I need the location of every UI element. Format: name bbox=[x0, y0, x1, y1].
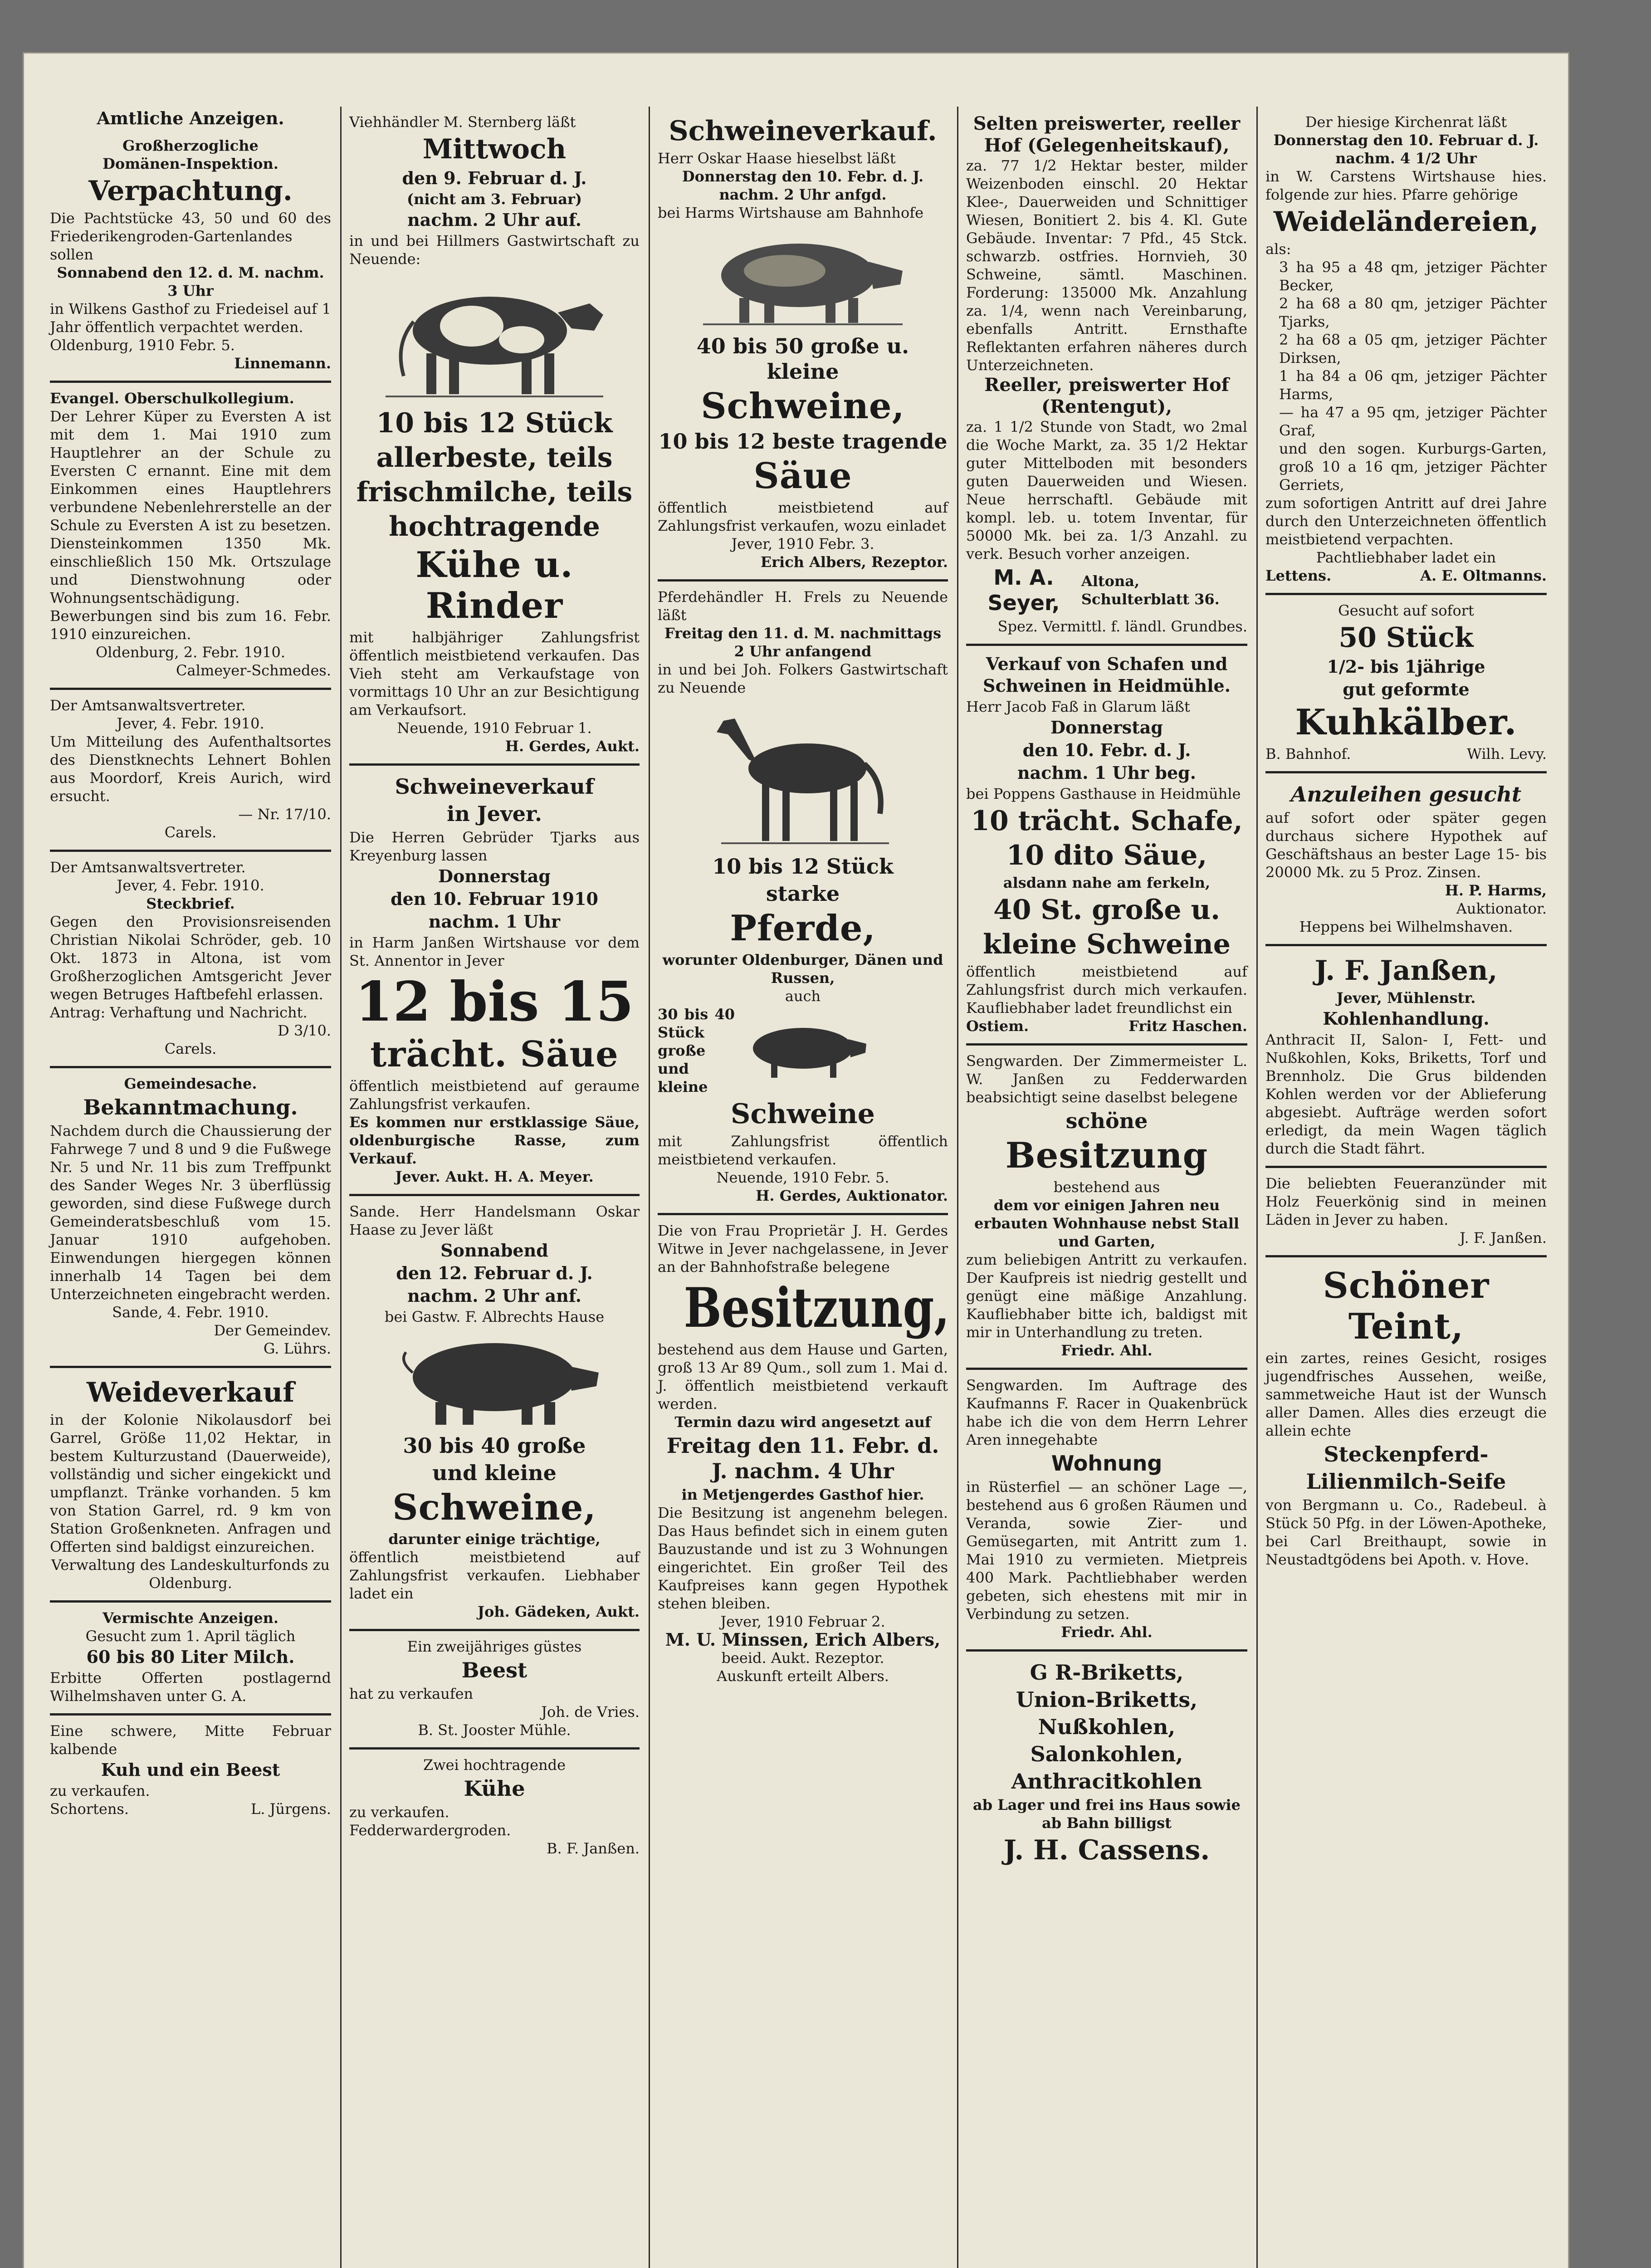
ad-text: Herr Jacob Faß in Glarum läßt bbox=[966, 698, 1190, 715]
ad-place: Neuende, 1910 Februar 1. bbox=[397, 719, 592, 737]
ad-title: Schweineverkauf bbox=[395, 774, 594, 799]
ad-place: Oldenburg, 1910 Febr. 5. bbox=[50, 337, 235, 354]
ad-text: mit Zahlungsfrist öffentlich meistbietend verkaufen. bbox=[658, 1133, 948, 1168]
ad-place: Heppens bei Wilhelmshaven. bbox=[1299, 918, 1513, 935]
ad-signature: Wilh. Levy. bbox=[1466, 745, 1547, 763]
ad-line: Union-Briketts, bbox=[1016, 1687, 1198, 1712]
ad-date: Donnerstag den 10. Februar d. J. nachm. 4 1/2 Uhr bbox=[1273, 132, 1539, 167]
ad-schafe-schweine bbox=[966, 646, 1247, 1046]
ad-text: ein zartes, reines Gesicht, rosiges jugendfrisches Aussehen, weiße, sammetweiche Haut ist der Wunsch aller Damen. Alles dies erzeugt die allein echte bbox=[1265, 1349, 1547, 1439]
ad-text: öffentlich meistbietend auf Zahlungsfrist durch mich verkaufen. Kaufliebhaber ladet freundlichst ein bbox=[966, 963, 1247, 1017]
ad-head: Der Amtsanwaltsvertreter. bbox=[50, 697, 246, 714]
ad-kuh bbox=[50, 1716, 331, 1826]
ad-steckbrief bbox=[50, 852, 331, 1068]
ad-besitzung-janssen bbox=[966, 1046, 1247, 1370]
ad-text: Gegen den Provisionsreisenden Christian Nikolai Schröder, geb. 10 Okt. 1873 in Altona, ist vom Großherzoglichen Amtsgericht Jever wegen Betruges Haftbefehl erlassen. bbox=[50, 913, 331, 1003]
ad-location: in Metjengerdes Gasthof hier. bbox=[681, 1486, 924, 1503]
pig-illustration bbox=[694, 225, 912, 330]
ad-oberschulkollegium bbox=[50, 383, 331, 690]
ad-text: 30 bis 40 Stück große und kleine bbox=[658, 1006, 735, 1095]
ad-text: Der Lehrer Küper zu Eversten A ist mit dem 1. Mai 1910 zum Hauptlehrer an der Schule zu Eversten C ernannt. Eine mit dem Einkommen eines Hauptlehrers verbundene Nebenlehrerstelle an der Schule zu Eversten A ist zu besetzen. Diensteinkommen 1350 Mk. einschließlich 150 Mk. Ortszulage und Dienstwohnung oder Wohnungsentschädigung. Bewerbungen sind bis zum 16. Febr. 1910 einzureichen. bbox=[50, 408, 331, 643]
ad-text: mit halbjähriger Zahlungsfrist öffentlich meistbietend verkaufen. Das Vieh steht am Verkaufstage von vormittags 10 Uhr an zur Besichtigung am Verkaufsort. bbox=[349, 629, 640, 719]
ad-feuerkoenig bbox=[1265, 1168, 1547, 1257]
ad-line: und kleine bbox=[432, 1461, 557, 1485]
ad-line: alsdann nahe am ferkeln, bbox=[1003, 874, 1211, 891]
ad-signature: A. E. Oltmanns. bbox=[1420, 567, 1547, 584]
ad-date: den 10. Febr. d. J. bbox=[1022, 740, 1191, 760]
ad-text: zum beliebigen Antritt zu verkaufen. Der Kaufpreis ist niedrig gestellt und genügt eine mäßige Anzahlung. Kaufliebhaber bitte ich, baldigst mit mir in Unterhandlung zu treten. bbox=[966, 1251, 1247, 1341]
ad-line: Anthracitkohlen bbox=[1011, 1769, 1202, 1794]
ad-title: Besitzung, bbox=[684, 1276, 950, 1340]
ad-janssen-kohlen bbox=[1265, 946, 1547, 1168]
ad-text: Termin dazu wird angesetzt auf bbox=[674, 1413, 931, 1431]
ad-title: Weideländereien, bbox=[1273, 206, 1539, 238]
section-heading: Amtliche Anzeigen. bbox=[97, 108, 284, 128]
ad-line: starke bbox=[766, 881, 840, 906]
ad-signature: H. Gerdes, Aukt. bbox=[505, 738, 640, 755]
ad-text: Erbitte Offerten postlagernd Wilhelmshaven unter G. A. bbox=[50, 1669, 331, 1705]
ad-date: den 10. Februar 1910 bbox=[391, 889, 598, 909]
ad-place: Oldenburg, 2. Febr. 1910. bbox=[95, 644, 286, 661]
ad-schweine-sande bbox=[349, 1196, 640, 1631]
ad-title: Verpachtung. bbox=[88, 175, 293, 207]
ad-title: Kühe bbox=[464, 1776, 525, 1801]
ad-signature: Auktionator. bbox=[1456, 900, 1547, 917]
ad-address: Spez. Vermittl. f. ländl. Grundbes. bbox=[997, 618, 1247, 635]
ad-kuehe-rinder bbox=[349, 107, 640, 766]
ad-number: — Nr. 17/10. bbox=[238, 806, 331, 823]
ad-text: za. 1 1/2 Stunde von Stadt, wo 2mal die Woche Markt, za. 35 1/2 Hektar guter Mittelboden mit besonders guten Dauerweiden und Wiesen. Neue herrschaftl. Gebäude mit kompl. leb. u. totem Inventar, für 50000 Mk. bei za. 1/3 Anzahl. zu verk. Besuch vorher anzeigen. bbox=[966, 418, 1247, 562]
ad-line: Großherzogliche bbox=[122, 137, 259, 154]
ad-title: Wohnung bbox=[1051, 1451, 1163, 1476]
ad-title: Bekanntmachung. bbox=[83, 1095, 298, 1119]
ad-text: Sengwarden. Der Zimmermeister L. W. Janßen zu Fedderwarden beabsichtigt seine daselbst belegene bbox=[966, 1052, 1247, 1106]
ad-text: hat zu verkaufen bbox=[349, 1685, 474, 1702]
ad-signature: Erich Albers, Rezeptor. bbox=[760, 553, 948, 571]
ad-place: Fedderwardergroden. bbox=[349, 1822, 511, 1839]
list-item: 1 ha 84 a 06 qm, jetziger Pächter Harms, bbox=[1279, 367, 1547, 403]
ad-schweineverkauf-jever bbox=[349, 766, 640, 1196]
ad-title: in Jever. bbox=[447, 802, 542, 826]
ad-line: kleine Schweine bbox=[983, 929, 1231, 960]
ad-place: B. Bahnhof. bbox=[1265, 745, 1351, 763]
ad-text: in Rüsterfiel — an schöner Lage —, bestehend aus 6 großen Räumen und Veranda, sowie Zier- und Gemüsegarten, mit Antritt zum 1. Mai 1910 zu vermieten. Mietpreis 400 Mark. Pachtliebhaber werden gebeten, sich ehestens mit mir in Verbindung zu setzen. bbox=[966, 1478, 1247, 1623]
ad-signature: B. F. Janßen. bbox=[546, 1840, 640, 1857]
ad-besitzung-gerdes bbox=[658, 1215, 948, 1693]
ad-text: Die beliebten Feueranzünder mit Holz Feuerkönig sind in meinen Läden in Jever zu haben. bbox=[1265, 1175, 1547, 1228]
ad-text: als: bbox=[1265, 240, 1291, 258]
ad-place: Jever, 1910 Febr. 3. bbox=[731, 535, 874, 552]
ad-signature: J. H. Cassens. bbox=[1003, 1834, 1210, 1866]
ad-pferde bbox=[658, 582, 948, 1215]
ad-title: Kuh und ein Beest bbox=[101, 1760, 280, 1780]
ad-lilienmilch-seife bbox=[1265, 1257, 1547, 1577]
ad-day: Mittwoch bbox=[422, 133, 567, 165]
ad-line: G R-Briketts, bbox=[1030, 1660, 1184, 1685]
ad-text: Auskunft erteilt Albers. bbox=[717, 1667, 889, 1685]
ad-text: Die Pachtstücke 43, 50 und 60 des Friederikengroden-Gartenlandes sollen bbox=[50, 210, 331, 263]
ad-count: 30 bis 40 große bbox=[403, 1433, 586, 1458]
ad-title: Selten preiswerter, reeller Hof (Gelegenheitskauf), bbox=[973, 113, 1241, 156]
ad-place: Jever, 4. Febr. 1910. bbox=[117, 715, 264, 732]
ad-date: den 12. Februar d. J. bbox=[396, 1263, 593, 1283]
ad-text: von Bergmann u. Co., Radebeul. à Stück 50 Pfg. in der Löwen-Apotheke, bei Carl Breithaupt, sowie in Neustadtgödens bei Apoth. v. Hove. bbox=[1265, 1496, 1547, 1568]
ad-line: 40 St. große u. bbox=[993, 894, 1220, 926]
column-1 bbox=[41, 107, 340, 2268]
ad-title: Besitzung bbox=[1005, 1135, 1208, 1176]
ad-signature: Friedr. Ahl. bbox=[1061, 1342, 1153, 1359]
ad-signature: H. P. Harms, bbox=[1445, 882, 1547, 899]
ad-cassens-kohlen bbox=[966, 1652, 1247, 1877]
ad-title: Säue bbox=[753, 455, 852, 497]
ad-text: dem vor einigen Jahren neu erbauten Wohnhause nebst Stall und Garten, bbox=[974, 1197, 1239, 1250]
ad-signature: Der Gemeindev. bbox=[214, 1322, 331, 1339]
ad-location: in Harm Janßen Wirtshause vor dem St. Annentor in Jever bbox=[349, 934, 640, 969]
ad-text: Ein zweijähriges güstes bbox=[407, 1638, 582, 1655]
ad-signature: L. Jürgens. bbox=[251, 1800, 331, 1818]
ad-text: Herr Oskar Haase hieselbst läßt bbox=[658, 150, 896, 167]
ad-signature: G. Lührs. bbox=[263, 1340, 331, 1357]
ad-text: Der hiesige Kirchenrat läßt bbox=[1305, 113, 1507, 131]
ad-signature: Joh. Gädeken, Aukt. bbox=[477, 1603, 640, 1620]
ad-title: Anzuleihen gesucht bbox=[1290, 782, 1522, 807]
ad-title: Beest bbox=[461, 1658, 528, 1682]
ad-title: Schweineverkauf. bbox=[669, 115, 937, 147]
ad-head: Evangel. Oberschulkollegium. bbox=[50, 390, 294, 407]
ad-line: gut geformte bbox=[1343, 679, 1470, 699]
ad-place: B. St. Jooster Mühle. bbox=[418, 1721, 571, 1739]
ad-line: schöne bbox=[1065, 1109, 1148, 1133]
ad-title: Pferde, bbox=[730, 908, 876, 949]
ad-line: worunter Oldenburger, Dänen und Russen, bbox=[662, 951, 943, 987]
ad-date: Freitag den 11. Febr. d. J. nachm. 4 Uhr bbox=[666, 1433, 939, 1483]
ad-text: Anthracit II, Salon- I, Fett- und Nußkohlen, Koks, Briketts, Torf und Brennholz. Die Grus bildenden Kohlen werden vor der Ablieferung abgesiebt. Aufträge werden sofort erledigt, da mein Wagen täglich durch die Stadt fährt. bbox=[1265, 1031, 1547, 1157]
ad-text: Um Mitteilung des Aufenthaltsortes des Dienstknechts Lehnert Bohlen aus Moordorf, Kreis Aurich, wird ersucht. bbox=[50, 733, 331, 805]
ad-number: D 3/10. bbox=[278, 1022, 331, 1039]
ad-title: Weideverkauf bbox=[86, 1377, 295, 1408]
ad-head: Der Amtsanwaltsvertreter. bbox=[50, 859, 246, 876]
ad-wohnung bbox=[966, 1370, 1247, 1652]
list-item: 2 ha 68 a 80 qm, jetziger Pächter Tjarks, bbox=[1279, 295, 1547, 330]
ad-line: Lilienmilch-Seife bbox=[1306, 1469, 1506, 1494]
ad-place: Jever, 4. Febr. 1910. bbox=[117, 877, 264, 894]
ad-title: Schweine bbox=[731, 1098, 875, 1130]
ad-line: Nußkohlen, bbox=[1038, 1715, 1176, 1739]
ad-anzuleihen bbox=[1265, 773, 1547, 946]
ad-date: Sonnabend den 12. d. M. nachm. 3 Uhr bbox=[57, 264, 324, 299]
ad-text: öffentlich meistbietend auf Zahlungsfrist verkaufen, wozu einladet bbox=[658, 499, 948, 534]
ad-title: trächt. Säue bbox=[370, 1034, 619, 1075]
ad-schweineverkauf-haase bbox=[658, 107, 948, 582]
ad-text: ab Lager und frei ins Haus sowie ab Bahn billigst bbox=[973, 1796, 1241, 1832]
ad-weidelaendereien bbox=[1265, 107, 1547, 595]
ad-signature: Verwaltung des Landeskulturfonds zu Oldenburg. bbox=[51, 1556, 330, 1592]
ad-text: Gesucht zum 1. April täglich bbox=[85, 1628, 296, 1645]
ad-text: Nachdem durch die Chaussierung der Fahrwege 7 und 8 und 9 die Fußwege Nr. 5 und Nr. 11 bis zum Treffpunkt des Sander Weges Nr. 3 überflüssig geworden, sind diese Fußwege durch Gemeinderatsbeschluß vom 15. Januar 1910 aufgehoben. Einwendungen hiergegen können innerhalb 14 Tagen bei dem Unterzeichneten eingebracht werden. bbox=[50, 1122, 331, 1303]
ad-title: Reeller, preiswerter Hof (Rentengut), bbox=[984, 374, 1229, 417]
ad-line: Salonkohlen, bbox=[1030, 1742, 1183, 1766]
ad-kuhkaelber bbox=[1265, 595, 1547, 773]
pig-illustration bbox=[386, 1330, 603, 1429]
ad-signature: Jever. Aukt. H. A. Meyer. bbox=[395, 1168, 594, 1185]
ad-head: Vermischte Anzeigen. bbox=[102, 1609, 279, 1627]
ad-text: in Wilkens Gasthof zu Friedeisel auf 1 Jahr öffentlich verpachtet werden. bbox=[50, 300, 331, 336]
ad-time: nachm. 1 Uhr bbox=[428, 911, 561, 932]
ad-line: hochtragende bbox=[389, 511, 600, 543]
ad-time: nachm. 1 Uhr beg. bbox=[1017, 763, 1196, 783]
ad-subtitle: Kohlenhandlung. bbox=[1323, 1008, 1490, 1029]
ad-note: (nicht am 3. Februar) bbox=[406, 191, 582, 208]
ad-signature: Calmeyer-Schmedes. bbox=[176, 662, 331, 679]
ad-text: öffentlich meistbietend auf geraume Zahlungsfrist verkaufen. bbox=[349, 1077, 640, 1113]
list-item: 3 ha 95 a 48 qm, jetziger Pächter Becker, bbox=[1279, 259, 1547, 294]
column-4 bbox=[957, 107, 1256, 2268]
ad-date: Freitag den 11. d. M. nachmittags 2 Uhr anfangend bbox=[664, 625, 942, 660]
ad-signature: Joh. de Vries. bbox=[541, 1703, 640, 1721]
list-item: — ha 47 a 95 qm, jetziger Pächter Graf, bbox=[1279, 404, 1547, 439]
ad-text: Die Herren Gebrüder Tjarks aus Kreyenburg lassen bbox=[349, 829, 640, 864]
ad-text: auf sofort oder später gegen durchaus sichere Hypothek auf Geschäftshaus an bester Lage 15- bis 20000 Mk. zu 5 Proz. Zinsen. bbox=[1265, 809, 1547, 881]
ad-kuehe bbox=[349, 1750, 640, 1866]
ad-time: nachm. 2 Uhr auf. bbox=[407, 210, 581, 230]
ad-place: Sande, 4. Febr. 1910. bbox=[112, 1304, 269, 1321]
ad-address: Altona, Schulterblatt 36. bbox=[1081, 572, 1220, 608]
ad-day: Sonnabend bbox=[440, 1240, 548, 1261]
ad-text: Die Besitzung ist angenehm belegen. Das Haus befindet sich in einem guten Bauzustande und ist zu 3 Wohnungen eingerichtet. Ein großer Teil des Kaufpreises kann gegen Hypothek stehen bleiben. bbox=[658, 1504, 948, 1612]
ad-line: frischmilche, teils bbox=[356, 476, 633, 508]
newspaper-page bbox=[23, 52, 1569, 2268]
ad-date: den 9. Februar d. J. bbox=[402, 168, 587, 188]
ad-count: 10 bis 12 Stück bbox=[712, 854, 894, 879]
ad-count: 10 bis 12 Stück bbox=[376, 407, 613, 439]
ad-text: in der Kolonie Nikolausdorf bei Garrel, Größe 11,02 Hektar, in bestem Kulturzustand (Dauerweide), vollständig und sicher eingekickt und umpflanzt. Tränke vorhanden. 5 km von Station Garrel, rd. 9 km von Station Großenkneten. Anfragen und Offerten sind baldigst einzureichen. bbox=[50, 1411, 331, 1555]
horse-illustration bbox=[708, 700, 898, 850]
ad-title: Schöner Teint, bbox=[1323, 1265, 1490, 1347]
column-2 bbox=[340, 107, 649, 2268]
side-block bbox=[658, 1005, 948, 1096]
ad-text: Viehhändler M. Sternberg läßt bbox=[349, 113, 576, 131]
ad-signature: Linnemann. bbox=[234, 355, 331, 372]
ad-place: Lettens. bbox=[1265, 567, 1332, 584]
ad-text: Gesucht auf sofort bbox=[1338, 602, 1474, 619]
ad-place: Jever, 1910 Februar 2. bbox=[720, 1613, 885, 1630]
ad-line: bestehend aus bbox=[1053, 1178, 1160, 1196]
ad-line: 10 dito Säue, bbox=[1006, 840, 1207, 871]
ad-title: Schweine, bbox=[701, 386, 905, 427]
ad-text: zu verkaufen. bbox=[349, 1804, 449, 1821]
ad-location: in und bei Joh. Folkers Gastwirtschaft zu Neuende bbox=[658, 661, 948, 696]
ad-text: öffentlich meistbietend auf Zahlungsfrist verkaufen. Liebhaber ladet ein bbox=[349, 1549, 640, 1602]
ad-text: Die von Frau Proprietär J. H. Gerdes Witwe in Jever nachgelassene, in Jever an der Bahnhofstraße belegene bbox=[658, 1222, 948, 1276]
ad-line: allerbeste, teils bbox=[376, 442, 613, 474]
ad-text: Sande. Herr Handelsmann Oskar Haase zu Jever läßt bbox=[349, 1203, 640, 1238]
ad-signature: M. U. Minssen, Erich Albers, bbox=[665, 1629, 941, 1650]
ad-signature: Carels. bbox=[164, 1040, 217, 1057]
ad-text: za. 77 1/2 Hektar bester, milder Weizenboden einschl. 20 Hektar Klee-, Dauerweiden und Schnittiger Wiesen, Bonitiert 2. bis 4. Kl. Gute Gebäude. Inventar: 7 Pfd., 45 Stck. schwarzb. ostfries. Hornvieh, 30 Schweine, sämtl. Maschinen. Forderung: 135000 Mk. Anzahlung za. 1/4, wenn nach Vereinbarung, ebenfalls Antritt. Ernsthafte Reflektanten erfahren näheres durch Unterzeichneten. bbox=[966, 157, 1247, 374]
ad-bekanntmachung bbox=[50, 1068, 331, 1368]
ad-text: bestehend aus dem Hause und Garten, groß 13 Ar 89 Qum., soll zum 1. Mai d. J. öffentlich meistbietend verkauft werden. bbox=[658, 1341, 948, 1413]
ad-text: Pachtliebhaber ladet ein bbox=[1316, 549, 1496, 566]
ad-signature: beeid. Aukt. Rezeptor. bbox=[721, 1649, 884, 1667]
ad-address: Jever, Mühlenstr. bbox=[1336, 989, 1476, 1007]
ad-text: zu verkaufen. bbox=[50, 1782, 150, 1799]
ad-place: Schortens. bbox=[50, 1800, 129, 1818]
ad-beest bbox=[349, 1631, 640, 1750]
column-5 bbox=[1256, 107, 1556, 2268]
ad-hof-seyer bbox=[966, 107, 1247, 646]
ad-line: 10 bis 12 beste tragende bbox=[658, 429, 948, 454]
cow-illustration bbox=[376, 272, 612, 403]
ad-title: Verkauf von Schafen und Schweinen in Heidmühle. bbox=[983, 654, 1231, 696]
ad-line: darunter einige trächtige, bbox=[388, 1530, 601, 1548]
ad-place: Ostiem. bbox=[966, 1017, 1029, 1035]
ad-time: nachm. 2 Uhr anf. bbox=[407, 1286, 581, 1306]
column-3 bbox=[649, 107, 957, 2268]
ad-day: Donnerstag bbox=[438, 866, 551, 886]
ad-line: auch bbox=[785, 987, 821, 1005]
pig-illustration bbox=[735, 1017, 871, 1085]
ad-text: zum sofortigen Antritt auf drei Jahre durch den Unterzeichneten öffentlich meistbietend verpachten. bbox=[1265, 494, 1547, 548]
ad-day: Donnerstag bbox=[1050, 717, 1163, 738]
ad-title: J. F. Janßen, bbox=[1314, 955, 1498, 987]
ad-count: 40 bis 50 große u. kleine bbox=[696, 334, 909, 384]
ad-amtsanwalt-1 bbox=[50, 690, 331, 852]
ad-line: Domänen-Inspektion. bbox=[103, 155, 278, 172]
ad-line: 1/2- bis 1jährige bbox=[1327, 656, 1485, 677]
ad-signature: H. Gerdes, Auktionator. bbox=[756, 1187, 948, 1204]
ad-place: Neuende, 1910 Febr. 5. bbox=[716, 1169, 889, 1186]
ad-text: Antrag: Verhaftung und Nachricht. bbox=[50, 1004, 308, 1021]
ad-text: Es kommen nur erstklassige Säue, oldenburgische Rasse, zum Verkauf. bbox=[349, 1114, 640, 1167]
ad-milch bbox=[50, 1603, 331, 1716]
ad-text: Sengwarden. Im Auftrage des Kaufmanns F. Racer in Quakenbrück habe ich die von dem Herrn Lehrer Aren innegehabte bbox=[966, 1377, 1247, 1448]
ad-title: 60 bis 80 Liter Milch. bbox=[86, 1647, 295, 1667]
ad-location: in W. Carstens Wirtshause hies. folgende zur hies. Pfarre gehörige bbox=[1265, 168, 1547, 203]
ad-title: Kühe u. Rinder bbox=[415, 544, 573, 626]
ad-location: in und bei Hillmers Gastwirtschaft zu Neuende: bbox=[349, 232, 640, 268]
ad-count: 50 Stück bbox=[1338, 622, 1474, 654]
ad-signature: J. F. Janßen. bbox=[1460, 1229, 1547, 1246]
ad-signature: Friedr. Ahl. bbox=[1061, 1623, 1153, 1641]
list-item: 2 ha 68 a 05 qm, jetziger Pächter Dirksen, bbox=[1279, 331, 1547, 367]
ad-line: Steckenpferd- bbox=[1324, 1442, 1489, 1466]
ad-location: bei Gastw. F. Albrechts Hause bbox=[384, 1308, 605, 1325]
ad-title: Kuhkälber. bbox=[1295, 702, 1517, 743]
ad-location: bei Harms Wirtshause am Bahnhofe bbox=[658, 204, 924, 221]
ad-count: 12 bis 15 bbox=[355, 970, 634, 1034]
ad-head: Gemeindesache. bbox=[124, 1075, 257, 1092]
ad-weideverkauf bbox=[50, 1368, 331, 1603]
ad-text: Pferdehändler H. Frels zu Neuende läßt bbox=[658, 588, 948, 624]
ad-location: bei Poppens Gasthause in Heidmühle bbox=[966, 785, 1241, 802]
ad-date: Donnerstag den 10. Febr. d. J. nachm. 2 Uhr anfgd. bbox=[682, 168, 924, 203]
ad-title: Steckbrief. bbox=[146, 895, 235, 912]
ad-signature: Fritz Haschen. bbox=[1128, 1017, 1247, 1035]
ad-title: Schweine, bbox=[392, 1487, 596, 1528]
ad-text: Eine schwere, Mitte Februar kalbende bbox=[50, 1722, 331, 1758]
ad-verpachtung bbox=[50, 130, 331, 383]
ad-text: Zwei hochtragende bbox=[423, 1756, 566, 1774]
list-item: und den sogen. Kurburgs-Garten, groß 10 a 16 qm, jetziger Pächter Gerriets, bbox=[1279, 440, 1547, 494]
parcel-list bbox=[1265, 258, 1547, 494]
ad-signature: M. A. Seyer, bbox=[987, 565, 1060, 615]
ad-line: 10 trächt. Schafe, bbox=[971, 805, 1243, 837]
ad-signature: Carels. bbox=[164, 824, 217, 841]
